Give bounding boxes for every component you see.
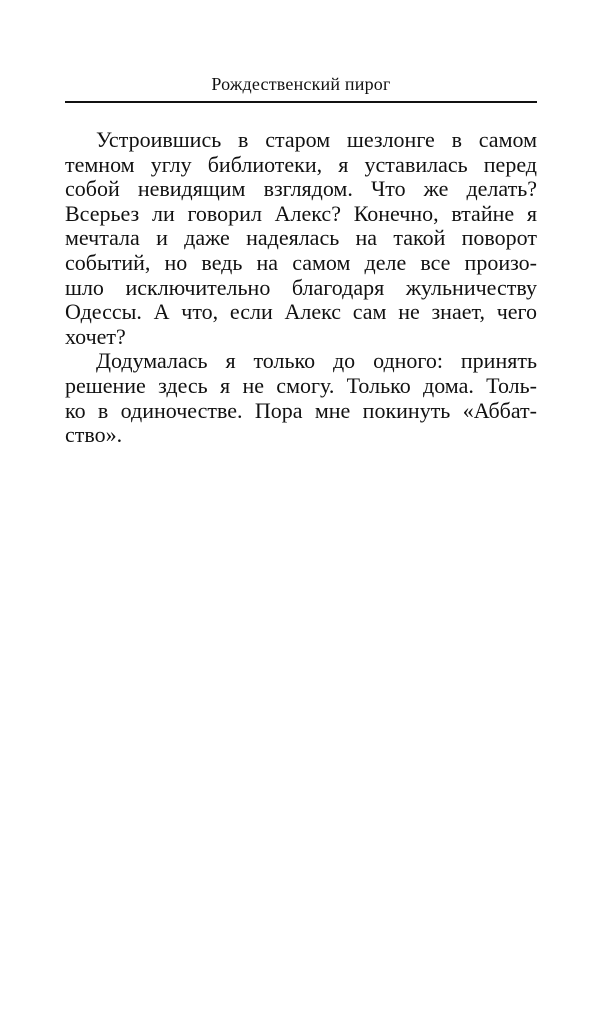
text-line: Додумалась я только до одного: принять [96, 348, 537, 374]
text-line: мечтала и даже надеялась на такой поворот [65, 225, 537, 251]
text-line: ко в одиночестве. Пора мне покинуть «Аббат- [65, 397, 537, 423]
running-head-title: Рождественский пирог [211, 74, 391, 94]
header-rule [65, 101, 537, 103]
text-line: собой невидящим взглядом. Что же делать? [65, 176, 537, 202]
body-text [65, 128, 537, 448]
text-line: темном углу библиотеки, я уставилась перед [65, 151, 537, 177]
text-line: Одессы. А что, если Алекс сам не знает, чего [65, 299, 537, 325]
text-line: хочет? [65, 323, 126, 349]
text-line: событий, но ведь на самом деле все произо- [65, 249, 537, 275]
text-line: Всерьез ли говорил Алекс? Конечно, втайне я [65, 200, 537, 226]
text-line: шло исключительно благодаря жульничеству [65, 274, 537, 300]
paragraph-1 [65, 128, 537, 349]
text-line: ство». [65, 422, 123, 448]
text-line: решение здесь я не смогу. Только дома. Толь- [65, 372, 537, 398]
text-line: Устроившись в старом шезлонге в самом [96, 127, 537, 152]
paragraph-2 [65, 349, 537, 447]
